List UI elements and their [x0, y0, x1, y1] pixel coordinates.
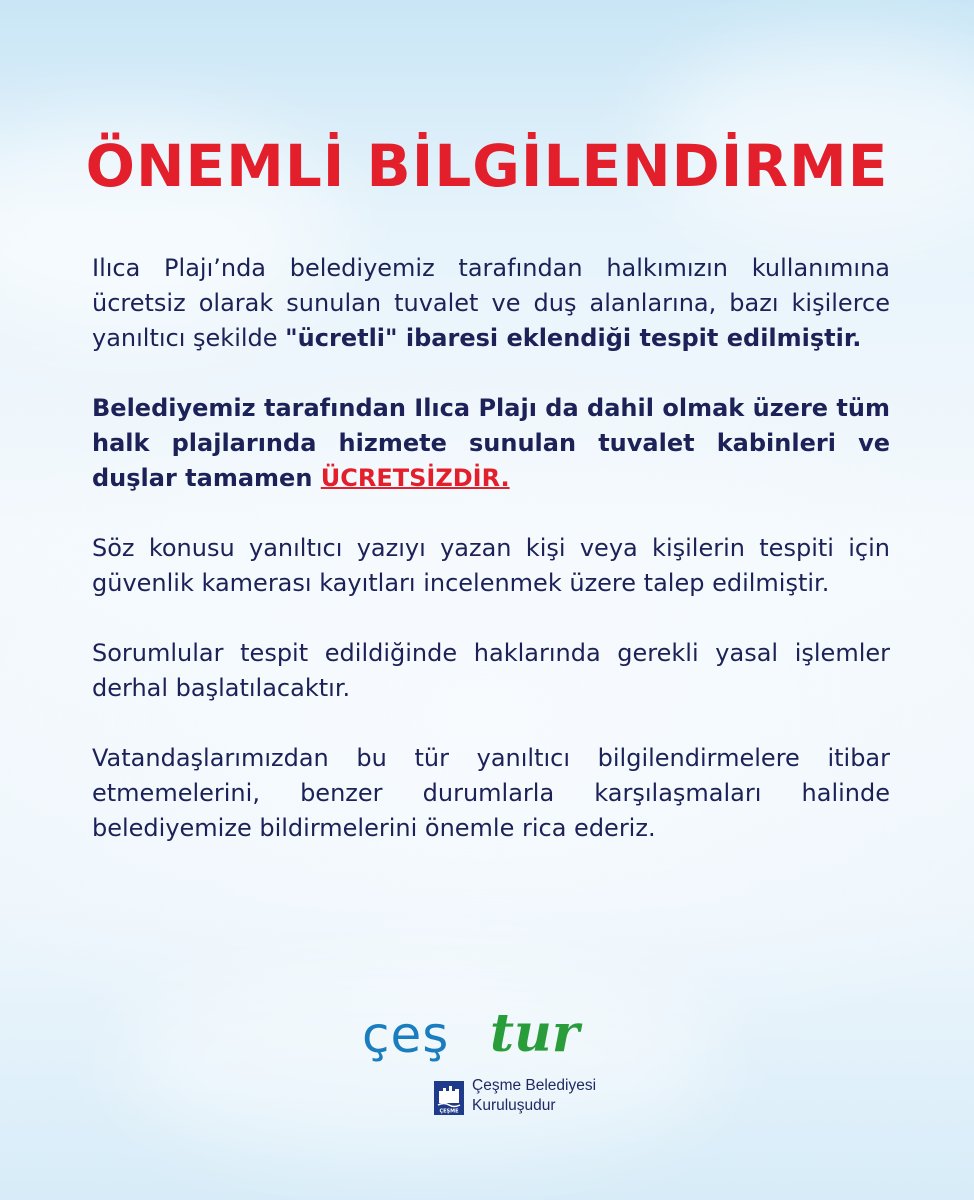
paragraph-1-text: Ilıca Plajı’nda belediyemiz tarafından halkımızın kullanımına ücretsiz olarak sunulan tuvalet ve duş alanlarına, bazı kişilerce yanıltıcı şekilde — [92, 254, 890, 352]
logo-brand-script: tur — [490, 1003, 580, 1064]
logo-subtitle-line-1: Çeşme Belediyesi — [472, 1077, 597, 1094]
cesme-municipality-emblem-icon — [434, 1081, 464, 1115]
paragraph-2-highlight: ÜCRETSİZDİR. — [320, 464, 510, 492]
logo-subtitle-line-2: Kuruluşudur — [472, 1097, 556, 1114]
paragraph-4: Sorumlular tespit edildiğinde haklarında gerekli yasal işlemler derhal başlatılacaktır. — [92, 639, 890, 702]
paragraph-5: Vatandaşlarımızdan bu tür yanıltıcı bilgilendirmelere itibar etmemelerini, benzer durumlarla karşılaşmaları halinde belediyemize bildirmelerini önemle rica ederiz. — [92, 744, 890, 842]
cestur-logo — [362, 1005, 622, 1125]
logo-subtitle — [472, 1076, 596, 1116]
paragraph-1-emphasis: "ücretli" ibaresi eklendiği tespit edilmiştir. — [285, 324, 862, 352]
emblem-label: ÇEŞME — [439, 1108, 459, 1115]
announcement-body — [92, 251, 890, 881]
paragraph-1 — [92, 251, 890, 356]
paragraph-2 — [92, 391, 890, 496]
paragraph-3: Söz konusu yanıltıcı yazıyı yazan kişi veya kişilerin tespiti için güvenlik kamerası kayıtları incelenmek üzere talep edilmiştir. — [92, 534, 890, 597]
page-title: ÖNEMLİ BİLGİLENDİRME — [85, 132, 889, 200]
logo-brand-main: çeş — [362, 1006, 450, 1064]
paragraph-2-text: Belediyemiz tarafından Ilıca Plajı da dahil olmak üzere tüm halk plajlarında hizmete sunulan tuvalet kabinleri ve duşlar tamamen — [92, 394, 890, 492]
